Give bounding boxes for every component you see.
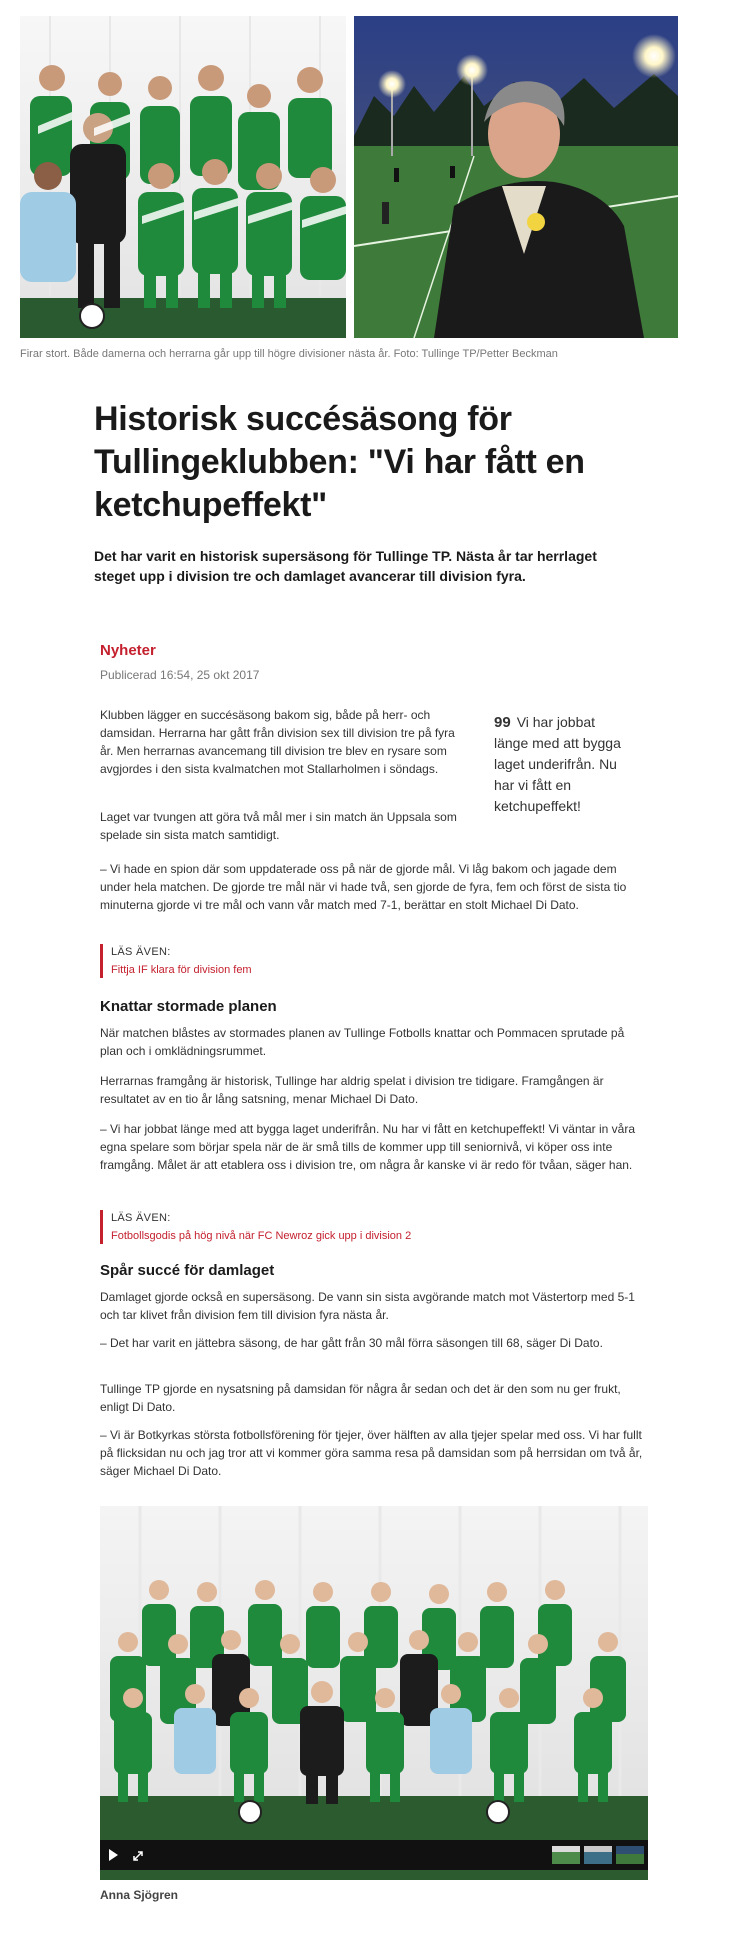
photo-caption: Firar stort. Både damerna och herrarna går upp till högre divisioner nästa år. Foto: Tullinge TP/Petter Beckman (20, 348, 558, 360)
paragraph: Damlaget gjorde också en supersäsong. De vann sin sista avgörande match mot Västertorp med 5-1 och tar klivet från division fem till division fyra nästa år. (100, 1290, 635, 1322)
read-also-box (100, 1210, 648, 1244)
paragraph: – Vi är Botkyrkas största fotbollsförening för tjejer, över hälften av alla tjejer spelar med oss. Vi har fullt på flicksidan nu och jag tror att vi kommer göra samma resa på damsidan som på herrsidan om två år, säger Michael Di Dato. (100, 1428, 643, 1478)
women-team-photo[interactable] (100, 1506, 648, 1880)
paragraph: När matchen blåstes av stormades planen av Tullinge Fotbolls knattar och Pommacen sprutade på plan och i omklädningsrummet. (100, 1026, 625, 1058)
hero-photos (20, 16, 678, 338)
author-name: Anna Sjögren (100, 1888, 179, 1902)
paragraph: – Vi har jobbat länge med att bygga laget underifrån. Nu har vi fått en ketchupeffekt! Vi väntar in våra egna spelare som börjar spela när de är små tills de kommer upp till seniornivå, vi köper oss inte framgång. Målet är att etablera oss i division tre, om några år kanske vi är redo för tvåan, säger han. (100, 1122, 636, 1172)
read-also-label: LÄS ÄVEN: (111, 946, 171, 958)
article-headline: Historisk succésäsong för Tullingeklubben: "Vi har fått en ketchupeffekt" (94, 400, 585, 524)
gallery-thumbnail[interactable] (552, 1846, 580, 1864)
coach-portrait-photo[interactable] (354, 16, 678, 338)
category-link[interactable]: Nyheter (100, 642, 156, 659)
paragraph: Tullinge TP gjorde en nysatsning på damsidan för några år sedan och det är den som nu ger frukt, enligt Di Dato. (100, 1382, 621, 1414)
paragraph: Herrarnas framgång är historisk, Tullinge har aldrig spelat i division tre tidigare. Framgången är resultatet av en tio år lång satsning, menar Michael Di Dato. (100, 1074, 604, 1106)
read-also-link[interactable]: Fittja IF klara för division fem (111, 964, 252, 976)
gallery-control-bar (100, 1840, 648, 1870)
paragraph: – Vi hade en spion där som uppdaterade oss på när de gjorde mål. Vi låg bakom och jagade dem under hela matchen. De gjorde tre mål när vi hade två, sen gjorde de fyra, fem och först de sista tio minuterna gjorde vi tre mål och vann vår match med 7-1, berättar en stolt Michael Di Dato. (100, 862, 627, 912)
men-team-photo[interactable] (20, 16, 346, 338)
gallery-thumbnail[interactable] (584, 1846, 612, 1864)
pull-quote-text: Vi har jobbat länge med att bygga laget underifrån. Nu har vi fått en ketchupeffekt! (494, 714, 621, 814)
read-also-box (100, 944, 648, 978)
article-lead: Det har varit en historisk supersäsong för Tullinge TP. Nästa år tar herrlaget steget upp i division tre och damlaget avancerar till division fyra. (94, 548, 597, 584)
play-icon[interactable] (100, 1840, 126, 1870)
section-subhead: Spår succé för damlaget (100, 1262, 275, 1279)
paragraph: Laget var tvungen att göra två mål mer i sin match än Uppsala som spelade sin sista match samtidigt. (100, 810, 457, 842)
expand-icon[interactable] (134, 1852, 142, 1860)
read-also-label: LÄS ÄVEN: (111, 1212, 171, 1224)
section-subhead: Knattar stormade planen (100, 998, 277, 1015)
paragraph: – Det har varit en jättebra säsong, de har gått från 30 mål förra säsongen till 68, säger Di Dato. (100, 1336, 603, 1350)
pull-quote (494, 712, 624, 817)
read-also-link[interactable]: Fotbollsgodis på hög nivå när FC Newroz gick upp i division 2 (111, 1230, 412, 1242)
gallery-thumbnail[interactable] (616, 1846, 644, 1864)
quote-mark-icon: 99 (494, 714, 511, 731)
published-date: Publicerad 16:54, 25 okt 2017 (100, 668, 260, 682)
paragraph: Klubben lägger en succésäsong bakom sig, både på herr- och damsidan. Herrarna har gått från division sex till division tre på fyra år. Men herrarnas avancemang till division tre blev en rysare som avgjordes i den sista kvalmatchen mot Stallarholmen i söndags. (100, 708, 455, 776)
